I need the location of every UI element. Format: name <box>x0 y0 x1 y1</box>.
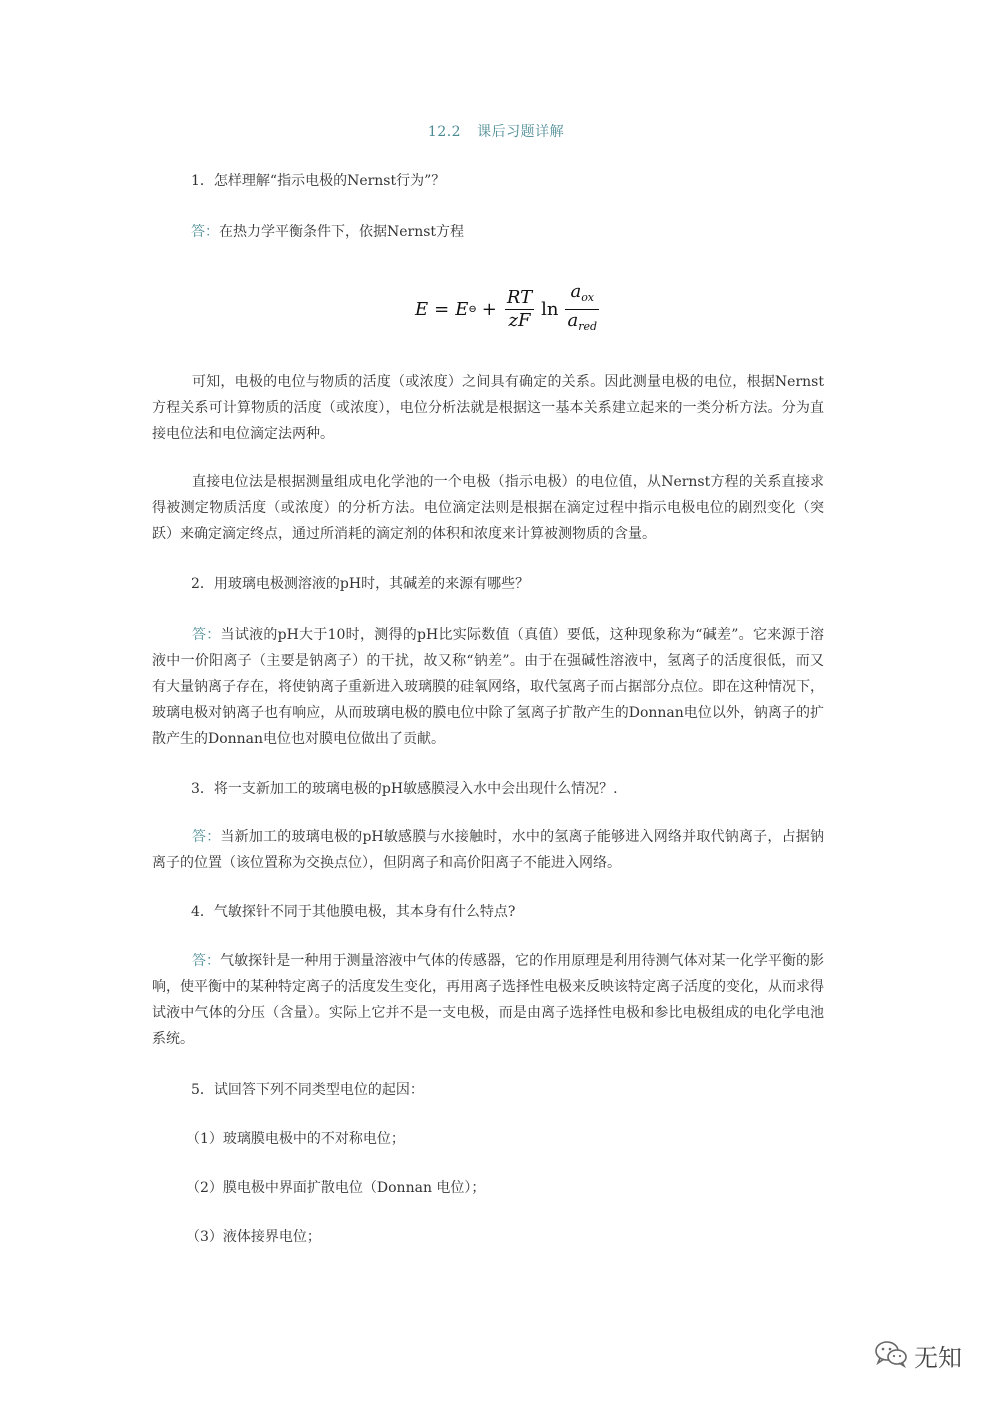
a-red-base: a <box>567 309 579 331</box>
watermark-text: 无知 <box>914 1344 962 1372</box>
paragraph-1: 可知，电极的电位与物质的活度（或浓度）之间具有确定的关系。因此测量电极的电位，根据Nernst方程关系可计算物质的活度（或浓度），电位分析法就是根据这一基本关系建立起来的一类分析方法。分为直接电位法和电位滴定法两种。 <box>152 374 824 442</box>
answer-label: 答： <box>192 627 221 643</box>
formula-a-ox <box>568 281 596 309</box>
question-1: 1．怎样理解“指示电极的Nernst行为”？ <box>191 173 446 189</box>
a-ox-base: a <box>570 280 582 302</box>
formula-fraction-activity <box>565 281 599 338</box>
answer-label: 答： <box>192 953 221 969</box>
formula-theta: ⊖ <box>468 303 477 315</box>
a-red-sub: red <box>578 319 598 333</box>
nernst-equation <box>415 280 602 335</box>
answer-4 <box>152 948 824 1052</box>
formula-e0: E <box>455 298 469 320</box>
formula-equals: = <box>434 298 450 320</box>
question-5: 5．试回答下列不同类型电位的起因： <box>191 1082 424 1098</box>
formula-denominator: zF <box>508 309 531 331</box>
section-title <box>0 121 992 141</box>
answer-2 <box>152 622 824 752</box>
formula-lhs: E <box>415 298 429 320</box>
list-item: （2）膜电极中界面扩散电位（Donnan 电位）； <box>186 1180 486 1196</box>
section-number: 12.2 <box>427 124 462 140</box>
a-ox-sub: ox <box>581 290 595 304</box>
answer-2-text: 当试液的pH大于10时，测得的pH比实际数值（真值）要低，这种现象称为“碱差”。它来源于溶液中一价阳离子（主要是钠离子）的干扰，故又称“钠差”。由于在强碱性溶液中，氢离子的活度很低，而又有大量钠离子存在，将使钠离子重新进入玻璃膜的硅氧网络，取代氢离子而占据部分点位。即在这种情况下，玻璃电极对钠离子也有响应，从而玻璃电极的膜电位中除了氢离子扩散产生的Donnan电位以外，钠离子的扩散产生的Donnan电位也对膜电位做出了贡献。 <box>152 627 825 747</box>
question-4: 4．气敏探针不同于其他膜电极，其本身有什么特点? <box>191 904 516 920</box>
wechat-icon <box>874 1340 908 1372</box>
answer-1-intro-text: 在热力学平衡条件下，依据Nernst方程 <box>219 224 465 240</box>
answer-label: 答： <box>192 829 221 845</box>
question-3: 3．将一支新加工的玻璃电极的pH敏感膜浸入水中会出现什么情况？. <box>191 781 618 797</box>
formula-ln: ln <box>541 298 559 320</box>
answer-4-text: 气敏探针是一种用于测量溶液中气体的传感器，它的作用原理是利用待测气体对某一化学平衡的影响，使平衡中的某种特定离子的活度发生变化，再用离子选择性电极来反映该特定离子活度的变化，从而求得试液中气体的分压（含量）。实际上它并不是一支电极，而是由离子选择性电极和参比电极组成的电化学电池系统。 <box>152 953 825 1047</box>
list-item: （1）玻璃膜电极中的不对称电位； <box>186 1131 405 1147</box>
paragraph-2: 直接电位法是根据测量组成电化学池的一个电极（指示电极）的电位值，从Nernst方程的关系直接求得被测定物质活度（或浓度）的分析方法。电位滴定法则是根据在滴定过程中指示电极电位的剧烈变化（突跃）来确定滴定终点，通过所消耗的滴定剂的体积和浓度来计算被测物质的含量。 <box>152 474 824 542</box>
question-2: 2．用玻璃电极测溶液的pH时，其碱差的来源有哪些？ <box>191 576 530 592</box>
formula-plus: + <box>481 298 497 320</box>
formula-numerator: RT <box>506 286 533 308</box>
list-item: （3）液体接界电位； <box>186 1229 321 1245</box>
section-title-text: 课后习题详解 <box>477 124 565 140</box>
answer-3 <box>152 824 824 876</box>
answer-3-text: 当新加工的玻璃电极的pH敏感膜与水接触时，水中的氢离子能够进入网络并取代钠离子，占据钠离子的位置（该位置称为交换点位），但阴离子和高价阳离子不能进入网络。 <box>152 829 825 871</box>
formula-a-red <box>565 310 599 338</box>
answer-label: 答： <box>191 224 219 240</box>
watermark <box>874 1338 962 1373</box>
answer-1-intro <box>191 222 464 242</box>
formula-fraction-rt-zf <box>505 287 534 332</box>
